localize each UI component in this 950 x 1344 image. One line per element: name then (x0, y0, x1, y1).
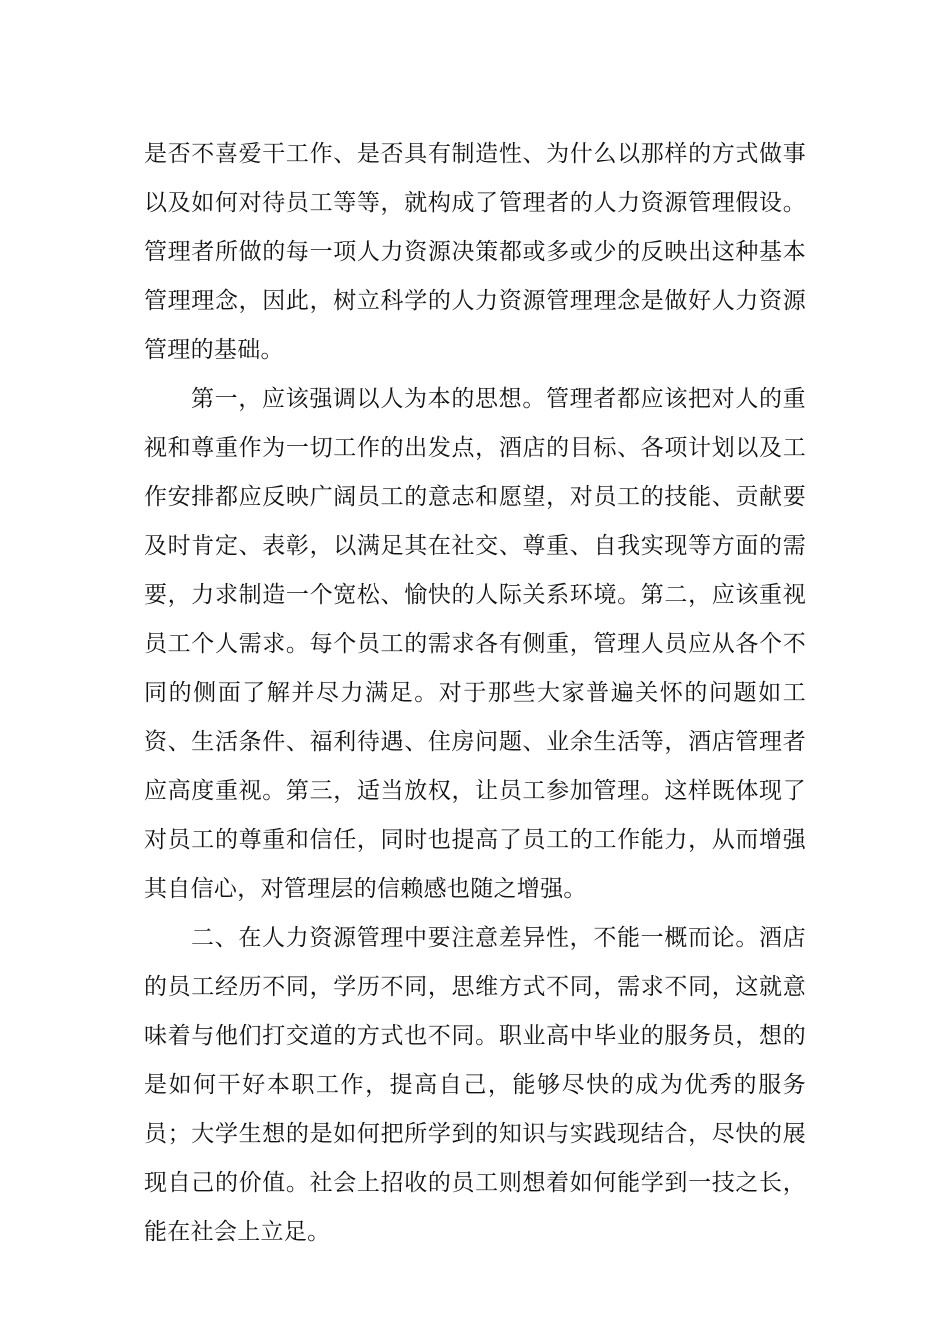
paragraph-3: 二、在人力资源管理中要注意差异性，不能一概而论。酒店的员工经历不同，学历不同，思维方式不同，需求不同，这就意味着与他们打交道的方式也不同。职业高中毕业的服务员，想的是如何干好本职工作，提高自己，能够尽快的成为优秀的服务员；大学生想的是如何把所学到的知识与实践现结合，尽快的展现自己的价值。社会上招收的员工则想着如何能学到一技之长，能在社会上立足。 (144, 925, 806, 1245)
paragraph-2: 第一，应该强调以人为本的思想。管理者都应该把对人的重视和尊重作为一切工作的出发点，酒店的目标、各项计划以及工作安排都应反映广阔员工的意志和愿望，对员工的技能、贡献要及时肯定、表彰，以满足其在社交、尊重、自我实现等方面的需要，力求制造一个宽松、愉快的人际关系环境。第二，应该重视员工个人需求。每个员工的需求各有侧重，管理人员应从各个不同的侧面了解并尽力满足。对于那些大家普遍关怀的问题如工资、生活条件、福利待遇、住房问题、业余生活等，酒店管理者应高度重视。第三，适当放权，让员工参加管理。这样既体现了对员工的尊重和信任，同时也提高了员工的工作能力，从而增强其自信心，对管理层的信赖感也随之增强。 (144, 386, 806, 902)
paragraph-1: 是否不喜爱干工作、是否具有制造性、为什么以那样的方式做事以及如何对待员工等等，就构成了管理者的人力资源管理假设。管理者所做的每一项人力资源决策都或多或少的反映出这种基本管理理念，因此，树立科学的人力资源管理理念是做好人力资源管理的基础。 (144, 141, 806, 363)
document-page (144, 130, 806, 1257)
